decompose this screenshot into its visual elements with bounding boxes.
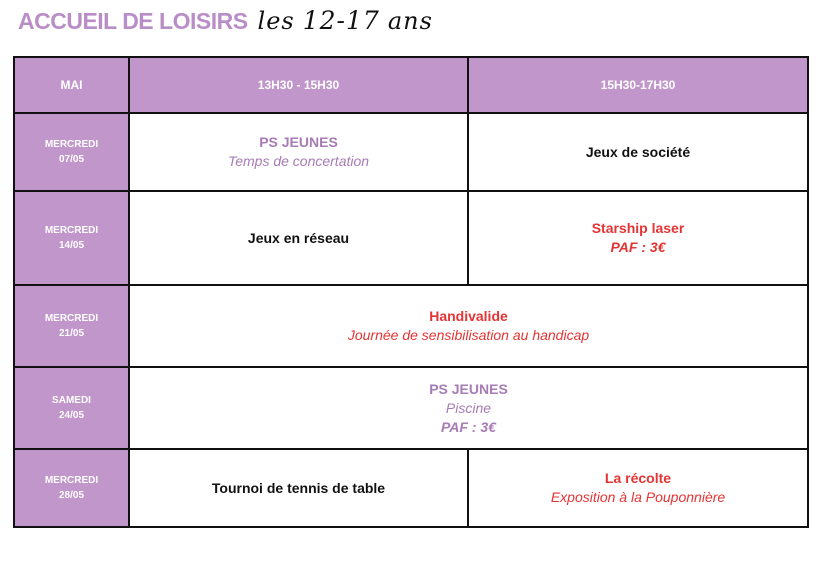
activity-subtitle: Journée de sensibilisation au handicap	[347, 327, 590, 343]
table-row	[14, 449, 808, 527]
page-title: ACCUEIL DE LOISIRS	[18, 8, 248, 34]
age-suffix: ans	[387, 7, 433, 35]
day-name: SAMEDI	[52, 395, 91, 406]
table-row	[14, 113, 808, 191]
table-row	[14, 367, 808, 449]
activity-cell	[468, 191, 808, 285]
activity-cell	[129, 449, 468, 527]
day-cell	[14, 367, 129, 449]
day-cell	[14, 285, 129, 367]
day-cell	[14, 449, 129, 527]
day-name: MERCREDI	[44, 225, 99, 236]
day-cell	[14, 113, 129, 191]
activity-cell-full	[129, 367, 808, 449]
day-date: 07/05	[58, 154, 85, 165]
activity-subtitle: Temps de concertation	[227, 153, 370, 169]
day-name: MERCREDI	[44, 139, 99, 150]
activity-title: Jeux de société	[585, 143, 691, 160]
activity-title: Handivalide	[429, 308, 508, 324]
col-header-slot1: 13H30 - 15H30	[129, 57, 468, 113]
activity-title: PS JEUNES	[259, 134, 338, 150]
page-header	[18, 6, 433, 46]
activity-cell-full	[129, 285, 808, 367]
activity-title: Tournoi de tennis de table	[211, 479, 386, 496]
col-header-slot2: 15H30-17H30	[468, 57, 808, 113]
day-name: MERCREDI	[44, 313, 99, 324]
day-date: 21/05	[58, 328, 85, 339]
activity-title: PS JEUNES	[429, 380, 508, 397]
table-header-row	[14, 57, 808, 113]
col-header-month: MAI	[14, 57, 129, 113]
day-name: MERCREDI	[44, 475, 99, 486]
activity-cell	[129, 191, 468, 285]
age-range-subtitle	[258, 6, 433, 35]
table-row	[14, 285, 808, 367]
activity-price: PAF : 3€	[610, 239, 666, 255]
table-row	[14, 191, 808, 285]
day-date: 24/05	[58, 410, 85, 421]
day-date: 14/05	[58, 240, 85, 251]
activity-cell	[129, 113, 468, 191]
day-date: 28/05	[58, 490, 85, 501]
age-prefix: les	[257, 7, 295, 35]
day-cell	[14, 191, 129, 285]
activity-subtitle: Exposition à la Pouponnière	[550, 489, 726, 505]
activity-cell	[468, 449, 808, 527]
age-range: 12-17	[302, 6, 380, 35]
schedule-table	[13, 56, 809, 528]
activity-title: Jeux en réseau	[247, 229, 350, 246]
activity-title: Starship laser	[591, 220, 685, 236]
activity-subtitle: Piscine	[445, 399, 492, 416]
activity-cell	[468, 113, 808, 191]
activity-price: PAF : 3€	[441, 418, 496, 435]
activity-title: La récolte	[604, 470, 672, 486]
